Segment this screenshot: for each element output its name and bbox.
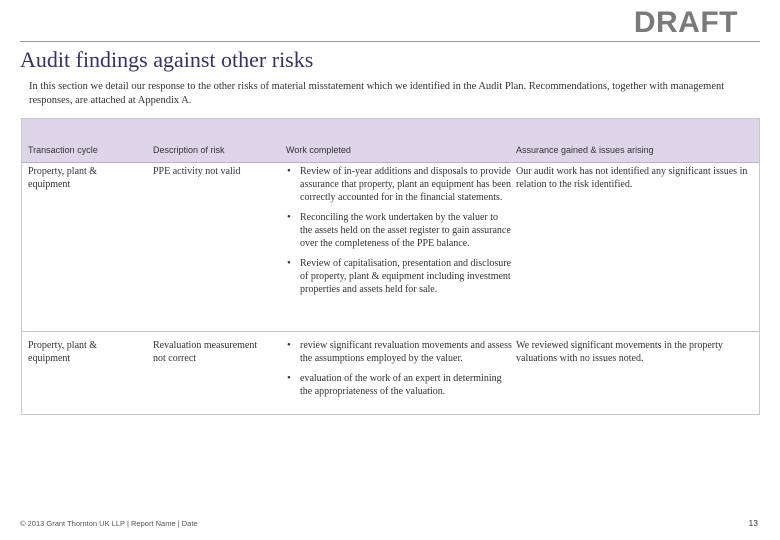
work-item-text: Review of in-year additions and disposals to provide assurance that property, plant an equipment has been correctly accounted for in the financial statements.	[300, 166, 511, 203]
cell-work-completed	[286, 339, 512, 405]
findings-table	[21, 118, 760, 415]
header-assurance: Assurance gained & issues arising	[516, 145, 654, 155]
header-transaction-cycle: Transaction cycle	[28, 145, 98, 155]
header-work-completed: Work completed	[286, 145, 351, 155]
draft-watermark: DRAFT	[633, 6, 738, 39]
cell-transaction-cycle: Property, plant & equipment	[28, 166, 98, 190]
cell-transaction-cycle: Property, plant & equipment	[28, 340, 98, 364]
list-item	[286, 257, 512, 296]
table-row	[22, 163, 759, 332]
list-item	[286, 339, 512, 365]
bullet-icon: •	[287, 165, 291, 177]
work-item-text: evaluation of the work of an expert in determining the appropriateness of the valuation.	[300, 373, 502, 397]
footer-text: © 2013 Grant Thornton UK LLP | Report Name | Date	[20, 519, 198, 528]
cell-description-of-risk: PPE activity not valid	[153, 166, 241, 177]
bullet-icon: •	[287, 372, 291, 384]
header-description-of-risk: Description of risk	[153, 145, 225, 155]
intro-paragraph: In this section we detail our response to the other risks of material misstatement which we identified in the Audit Plan. Recommendations, together with management responses, are attached at Appendix A.	[29, 81, 725, 106]
page-number: 13	[748, 518, 758, 528]
bullet-icon: •	[287, 339, 291, 351]
list-item	[286, 372, 512, 398]
header-rule	[20, 41, 760, 42]
table-header	[22, 119, 759, 163]
work-item-text: Reconciling the work undertaken by the valuer to the assets held on the asset register to gain assurance over the completeness of the PPE balance.	[300, 212, 511, 249]
cell-work-completed	[286, 165, 512, 303]
list-item	[286, 165, 512, 204]
table-row	[22, 337, 759, 415]
list-item	[286, 211, 512, 250]
work-item-text: Review of capitalisation, presentation and disclosure of property, plant & equipment including investment properties and assets held for sale.	[300, 258, 512, 295]
page-title: Audit findings against other risks	[20, 47, 314, 72]
cell-assurance: We reviewed significant movements in the property valuations with no issues noted.	[516, 340, 723, 364]
bullet-icon: •	[287, 211, 291, 223]
cell-assurance: Our audit work has not identified any significant issues in relation to the risk identified.	[516, 166, 748, 190]
work-item-text: review significant revaluation movements and assess the assumptions employed by the valuer.	[300, 340, 512, 364]
cell-description-of-risk: Revaluation measurement not correct	[153, 340, 258, 364]
bullet-icon: •	[287, 257, 291, 269]
